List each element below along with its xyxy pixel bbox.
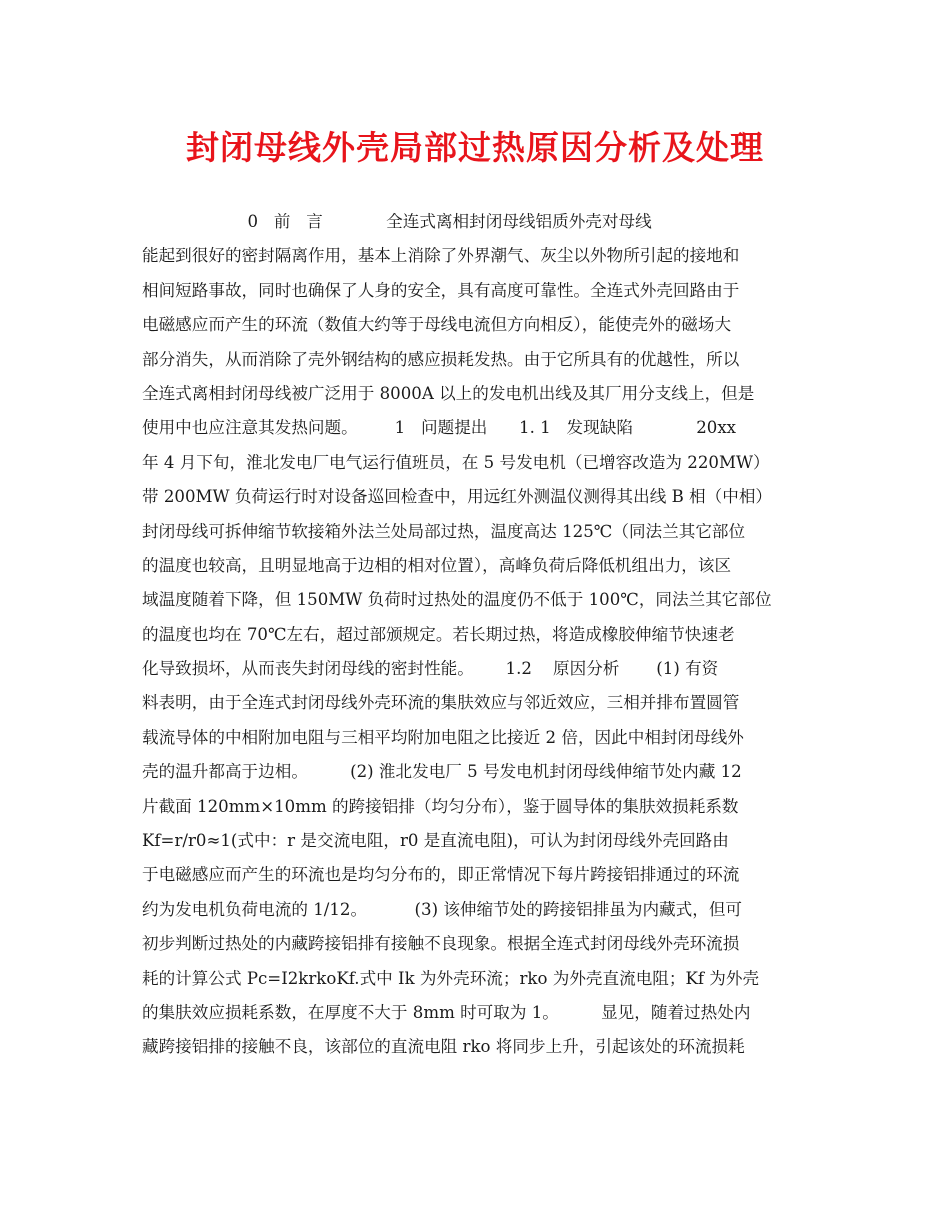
document-body — [142, 205, 812, 1065]
body-line: 年 4 月下旬，淮北发电厂电气运行值班员，在 5 号发电机（已增容改造为 220MW） — [142, 452, 770, 472]
body-line: 的温度也均在 70℃左右，超过部颁规定。若长期过热，将造成橡胶伸缩节快速老 — [142, 624, 735, 644]
body-line: 片截面 120mm×10mm 的跨接铝排（均匀分布），鉴于圆导体的集肤效损耗系数 — [142, 796, 739, 816]
body-line: 部分消失，从而消除了壳外钢结构的感应损耗发热。由于它所具有的优越性，所以 — [142, 349, 740, 369]
body-line: 能起到很好的密封隔离作用，基本上消除了外界潮气、灰尘以外物所引起的接地和 — [142, 246, 740, 266]
body-line: 电磁感应而产生的环流（数值大约等于母线电流但方向相反），能使壳外的磁场大 — [142, 315, 732, 335]
body-line: 耗的计算公式 Pc=I2krkoKf.式中 Ik 为外壳环流；rko 为外壳直流电阻；Kf 为外壳 — [142, 968, 760, 988]
body-line: Kf=r/r0≈1(式中：r 是交流电阻，r0 是直流电阻)，可认为封闭母线外壳回路由 — [142, 831, 729, 851]
body-line: 相间短路事故，同时也确保了人身的安全，具有高度可靠性。全连式外壳回路由于 — [142, 280, 740, 300]
body-line: 载流导体的中相附加电阻与三相平均附加电阻之比接近 2 倍，因此中相封闭母线外 — [142, 727, 744, 747]
body-line: 藏跨接铝排的接触不良，该部位的直流电阻 rko 将同步上升，引起该处的环流损耗 — [142, 1037, 745, 1057]
body-line: 初步判断过热处的内藏跨接铝排有接触不良现象。根据全连式封闭母线外壳环流损 — [142, 934, 740, 954]
body-line: 壳的温升都高于边相。 (2) 淮北发电厂 5 号发电机封闭母线伸缩节处内藏 12 — [142, 762, 742, 782]
body-line: 全连式离相封闭母线被广泛用于 8000A 以上的发电机出线及其厂用分支线上，但是 — [142, 383, 755, 403]
body-line: 的集肤效应损耗系数，在厚度不大于 8mm 时可取为 1。 显见，随着过热处内 — [142, 1002, 751, 1022]
body-line: 约为发电机负荷电流的 1/12。 (3) 该伸缩节处的跨接铝排虽为内藏式，但可 — [142, 899, 743, 919]
body-line: 料表明，由于全连式封闭母线外壳环流的集肤效应与邻近效应，三相并排布置圆管 — [142, 693, 740, 713]
body-line: 域温度随着下降，但 150MW 负荷时过热处的温度仍不低于 100℃，同法兰其它部位 — [142, 590, 772, 610]
body-line: 带 200MW 负荷运行时对设备巡回检查中，用远红外测温仪测得其出线 B 相（中相） — [142, 487, 773, 507]
body-line: 的温度也较高，且明显地高于边相的相对位置），高峰负荷后降低机组出力，该区 — [142, 555, 732, 575]
document-title: 封闭母线外壳局部过热原因分析及处理 — [186, 128, 764, 167]
body-line: 封闭母线可拆伸缩节软接箱外法兰处局部过热，温度高达 125℃（同法兰其它部位 — [142, 521, 746, 541]
body-line: 0 前 言 全连式离相封闭母线铝质外壳对母线 — [142, 212, 652, 231]
body-line: 使用中也应注意其发热问题。 1 问题提出 1. 1 发现缺陷 20xx — [142, 418, 737, 438]
body-line: 化导致损坏，从而丧失封闭母线的密封性能。 1.2 原因分析 (1) 有资 — [142, 659, 719, 679]
body-line: 于电磁感应而产生的环流也是均匀分布的，即正常情况下每片跨接铝排通过的环流 — [142, 865, 740, 885]
